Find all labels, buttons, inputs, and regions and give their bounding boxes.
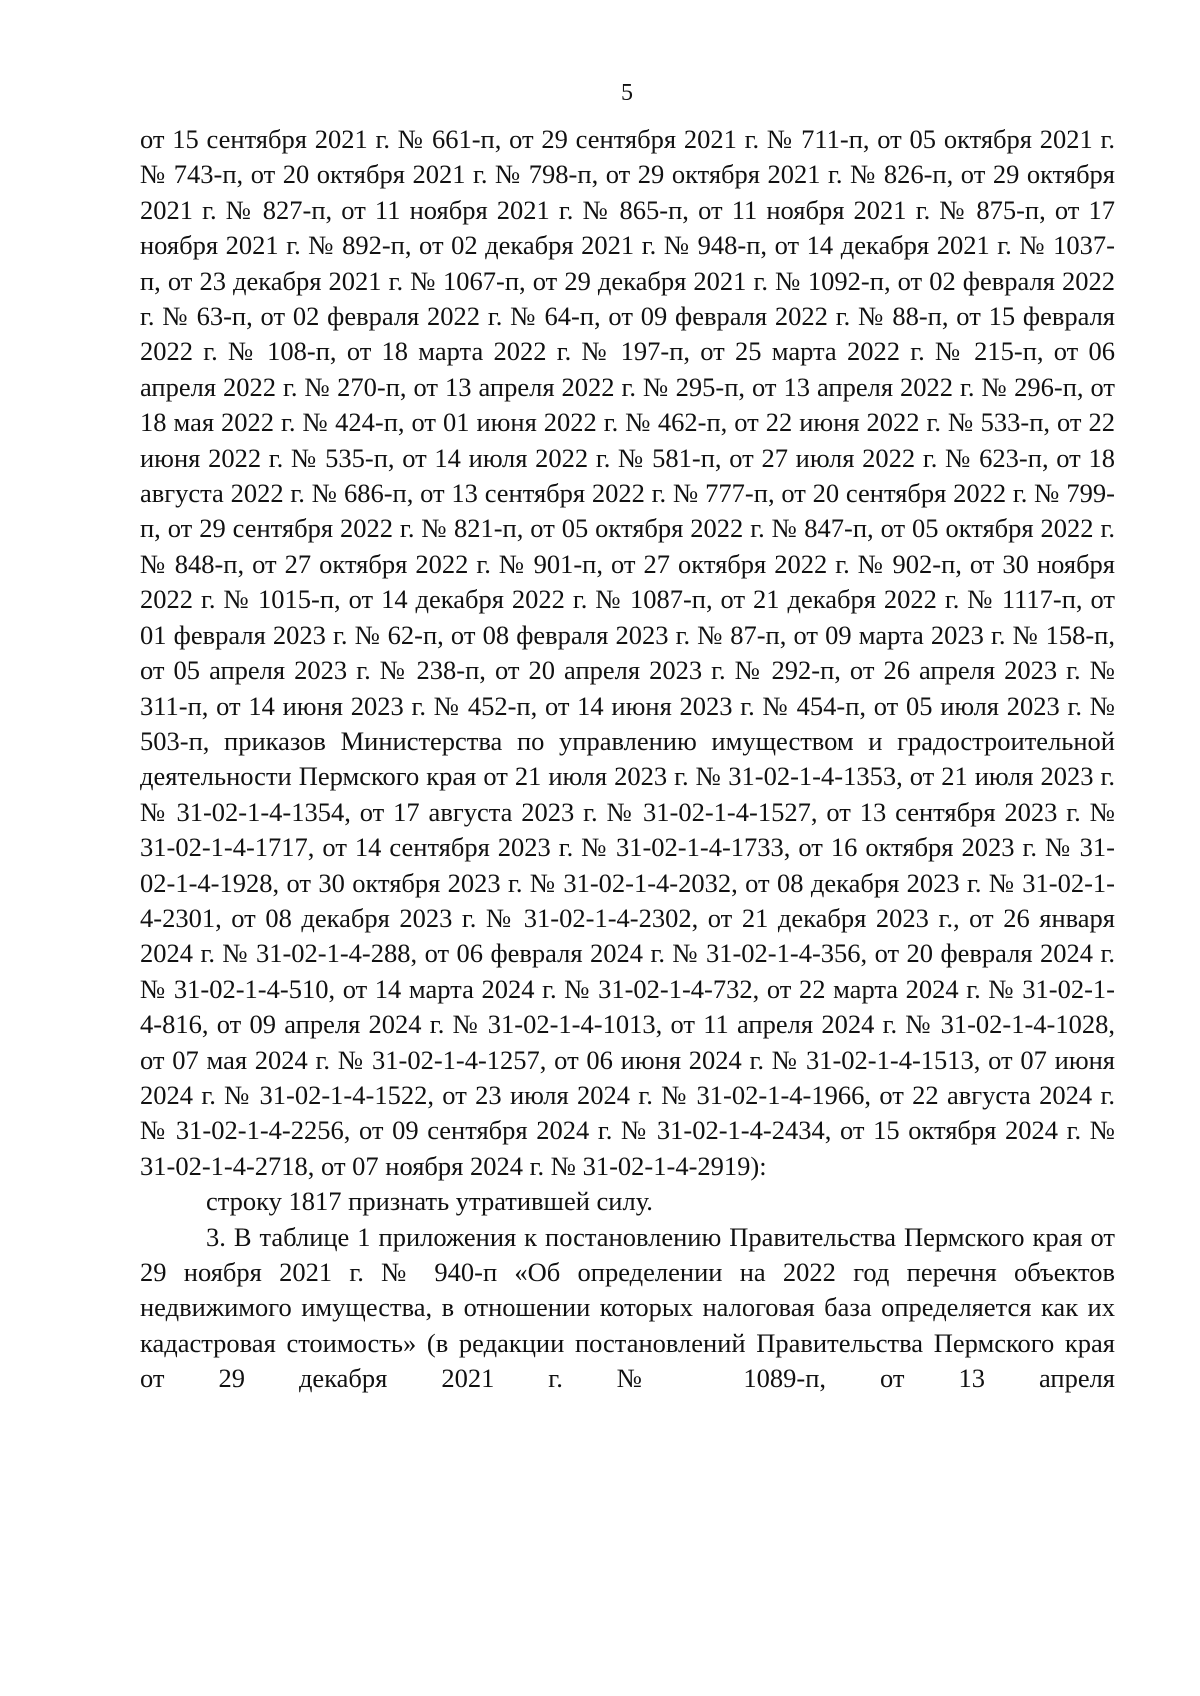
- paragraph-amendments-list: от 15 сентября 2021 г. № 661-п, от 29 сентября 2021 г. № 711-п, от 05 октября 2021 г. № 743-п, от 20 октября 2021 г. № 798-п, от 29 октября 2021 г. № 826-п, от 29 октября 2021 г. № 827-п, от 11 ноября 2021 г. № 865-п, от 11 ноября 2021 г. № 875-п, от 17 ноября 2021 г. № 892-п, от 02 декабря 2021 г. № 948-п, от 14 декабря 2021 г. № 1037-п, от 23 декабря 2021 г. № 1067-п, от 29 декабря 2021 г. № 1092-п, от 02 февраля 2022 г. № 63-п, от 02 февраля 2022 г. № 64-п, от 09 февраля 2022 г. № 88-п, от 15 февраля 2022 г. № 108-п, от 18 марта 2022 г. № 197-п, от 25 марта 2022 г. № 215-п, от 06 апреля 2022 г. № 270-п, от 13 апреля 2022 г. № 295-п, от 13 апреля 2022 г. № 296-п, от 18 мая 2022 г. № 424-п, от 01 июня 2022 г. № 462-п, от 22 июня 2022 г. № 533-п, от 22 июня 2022 г. № 535-п, от 14 июля 2022 г. № 581-п, от 27 июля 2022 г. № 623-п, от 18 августа 2022 г. № 686-п, от 13 сентября 2022 г. № 777-п, от 20 сентября 2022 г. № 799-п, от 29 сентября 2022 г. № 821-п, от 05 октября 2022 г. № 847-п, от 05 октября 2022 г. № 848-п, от 27 октября 2022 г. № 901-п, от 27 октября 2022 г. № 902-п, от 30 ноября 2022 г. № 1015-п, от 14 декабря 2022 г. № 1087-п, от 21 декабря 2022 г. № 1117-п, от 01 февраля 2023 г. № 62-п, от 08 февраля 2023 г. № 87-п, от 09 марта 2023 г. № 158-п, от 05 апреля 2023 г. № 238-п, от 20 апреля 2023 г. № 292-п, от 26 апреля 2023 г. № 311-п, от 14 июня 2023 г. № 452-п, от 14 июня 2023 г. № 454-п, от 05 июля 2023 г. № 503-п, приказов Министерства по управлению имуществом и градостроительной деятельности Пермского края от 21 июля 2023 г. № 31-02-1-4-1353, от 21 июля 2023 г. № 31-02-1-4-1354, от 17 августа 2023 г. № 31-02-1-4-1527, от 13 сентября 2023 г. № 31-02-1-4-1717, от 14 сентября 2023 г. № 31-02-1-4-1733, от 16 октября 2023 г. № 31-02-1-4-1928, от 30 октября 2023 г. № 31-02-1-4-2032, от 08 декабря 2023 г. № 31-02-1-4-2301, от 08 декабря 2023 г. № 31-02-1-4-2302, от 21 декабря 2023 г., от 26 января 2024 г. № 31-02-1-4-288, от 06 февраля 2024 г. № 31-02-1-4-356, от 20 февраля 2024 г. № 31-02-1-4-510, от 14 марта 2024 г. № 31-02-1-4-732, от 22 марта 2024 г. № 31-02-1-4-816, от 09 апреля 2024 г. № 31-02-1-4-1013, от 11 апреля 2024 г. № 31-02-1-4-1028, от 07 мая 2024 г. № 31-02-1-4-1257, от 06 июня 2024 г. № 31-02-1-4-1513, от 07 июня 2024 г. № 31-02-1-4-1522, от 23 июля 2024 г. № 31-02-1-4-1966, от 22 августа 2024 г. № 31-02-1-4-2256, от 09 сентября 2024 г. № 31-02-1-4-2434, от 15 октября 2024 г. № 31-02-1-4-2718, от 07 ноября 2024 г. № 31-02-1-4-2919):: [140, 124, 1115, 1181]
- document-body: [140, 122, 1115, 1397]
- paragraph-item-3: 3. В таблице 1 приложения к постановлению Правительства Пермского края от 29 ноября 2021 г. № 940-п «Об определении на 2022 год перечня объектов недвижимого имущества, в отношении которых налоговая база определяется как их кадастровая стоимость» (в редакции постановлений Правительства Пермского края от 29 декабря 2021 г. № 1089-п, от 13 апреля: [140, 1221, 1115, 1394]
- paragraph-line-repeal: строку 1817 признать утратившей силу.: [206, 1186, 653, 1217]
- page-number: 5: [621, 80, 633, 106]
